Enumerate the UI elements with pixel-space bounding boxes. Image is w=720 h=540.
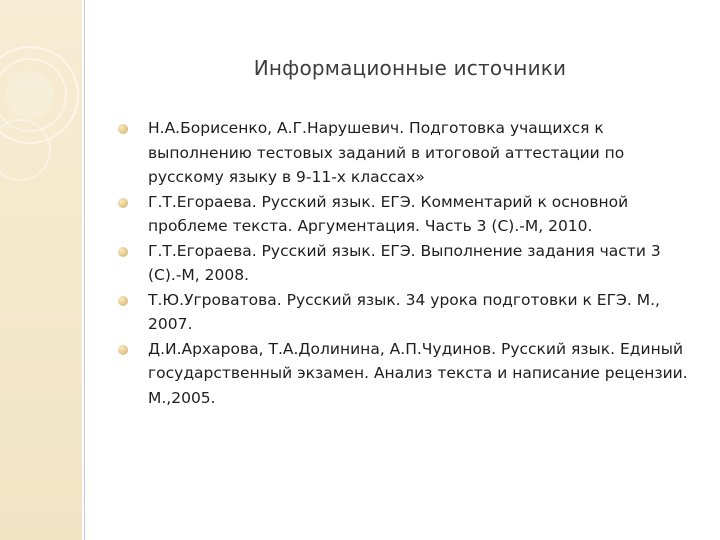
slide-title: Информационные источники <box>253 56 567 80</box>
bullet-icon <box>118 198 128 208</box>
list-item-text: Г.Т.Егораева. Русский язык. ЕГЭ. Выполнение задания части 3 (С).-М, 2008. <box>148 241 661 284</box>
sources-list <box>118 116 698 410</box>
bullet-icon <box>118 345 128 355</box>
list-item-text: Т.Ю.Угроватова. Русский язык. 34 урока подготовки к ЕГЭ. М., 2007. <box>148 290 660 333</box>
list-item <box>118 337 698 411</box>
list-item <box>118 190 698 239</box>
decorative-circles <box>0 0 82 540</box>
vertical-divider <box>84 0 85 540</box>
list-item <box>118 116 698 190</box>
bullet-icon <box>118 296 128 306</box>
list-item-text: Н.А.Борисенко, А.Г.Нарушевич. Подготовка учащихся к выполнению тестовых заданий в итоговой аттестации по русскому языку в 9-11-х классах» <box>148 119 625 186</box>
list-item <box>118 239 698 288</box>
bullet-icon <box>118 247 128 257</box>
list-item <box>118 288 698 337</box>
decorative-side-panel <box>0 0 82 540</box>
list-item-text: Г.Т.Егораева. Русский язык. ЕГЭ. Комментарий к основной проблеме текста. Аргументация. Часть 3 (С).-М, 2010. <box>148 192 629 235</box>
bullet-icon <box>118 124 128 134</box>
list-item-text: Д.И.Архарова, Т.А.Долинина, А.П.Чудинов. Русский язык. Единый государственный экзамен. Анализ текста и написание рецензии. М.,2005. <box>148 339 688 407</box>
